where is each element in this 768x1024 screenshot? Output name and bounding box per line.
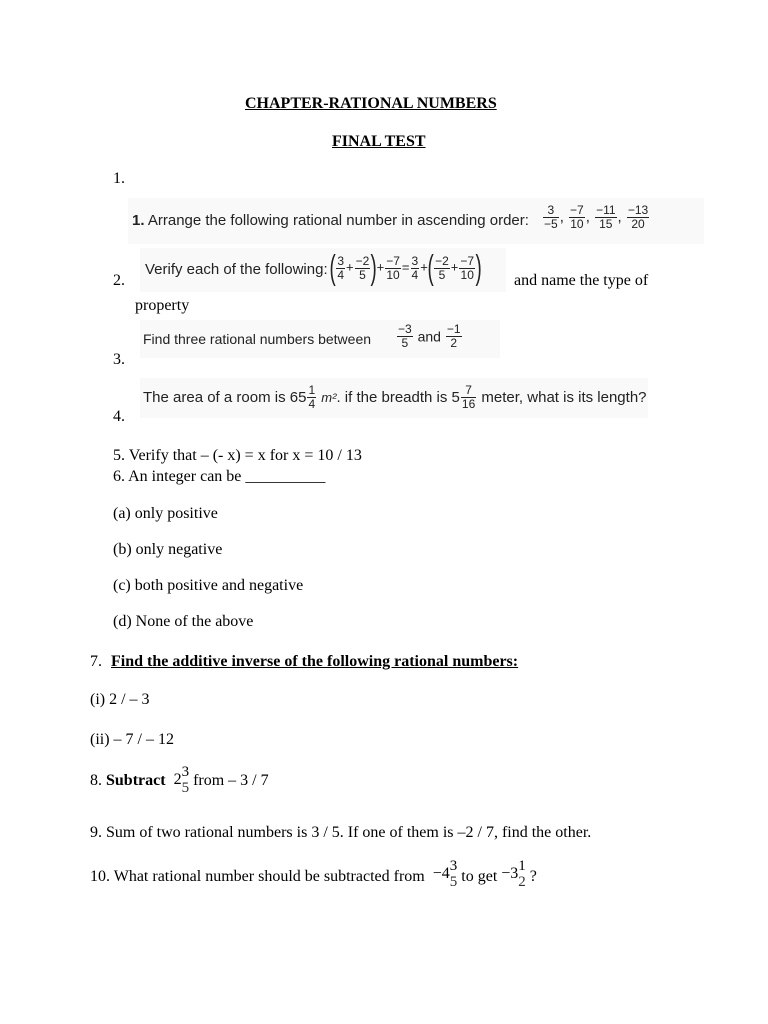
- q4-area-whole: 65: [289, 389, 307, 406]
- q6-option-d: (d) None of the above: [113, 613, 254, 630]
- q1-image-text: Arrange the following rational number in ascending order:: [147, 212, 529, 229]
- q2-image-text: Verify each of the following:: [145, 261, 328, 278]
- q7-number: 7.: [90, 653, 102, 670]
- q10-mixed-2-sign: −3: [501, 865, 519, 882]
- q2-expression: ( $\frac{3}{4}$ + $\frac{-2}{5}$ )+ $\frac{-7}{10}$ = $\frac{3}{4}$ +( $\frac{-2}{5}$ + $\frac{-7}{10}$ ): [329, 249, 482, 287]
- q3-text: Find three rational numbers between: [143, 331, 372, 347]
- q2-trailing-text: and name the type of: [514, 272, 649, 289]
- q4-text-c: meter, what is its length?: [481, 389, 647, 406]
- q1-separator: ,: [585, 208, 590, 226]
- q2-image: [140, 248, 506, 292]
- q8-tail: from – 3 / 7: [193, 772, 269, 789]
- q10-text: 10. What rational number should be subtracted from: [90, 868, 425, 885]
- q3-number: 3.: [113, 351, 125, 368]
- q4-breadth-whole: 5: [451, 389, 460, 406]
- q6-option-b: (b) only negative: [113, 541, 223, 558]
- q3-and: and: [417, 328, 441, 345]
- q10-mixed-1-fraction: 3 5: [449, 858, 458, 890]
- q1-image: [128, 198, 704, 244]
- q7-part-ii: (ii) – 7 / – 12: [90, 731, 174, 748]
- q3-fraction-1: $\frac{-3}{5}$: [398, 322, 412, 350]
- q3-image: [140, 320, 500, 358]
- q6-option-c: (c) both positive and negative: [113, 577, 304, 594]
- q1-fraction: $\frac{3}{-5}$: [544, 203, 558, 231]
- q10-mixed-2-fraction: 1 2: [518, 858, 526, 890]
- q1-image-label: 1.: [132, 212, 145, 229]
- q1-separator: ,: [617, 208, 622, 226]
- q6-text: 6. An integer can be __________: [113, 468, 326, 485]
- q8-mixed-whole: 2: [173, 771, 182, 788]
- q8-number: 8.: [90, 772, 102, 789]
- q2-continuation: property: [135, 297, 190, 314]
- q7-heading: [90, 654, 518, 670]
- q4-area-fraction: $\frac{1}{4}$: [308, 383, 316, 411]
- q4-image: [140, 378, 648, 418]
- chapter-title: CHAPTER-RATIONAL NUMBERS: [245, 95, 497, 112]
- q10-mid: to get: [461, 868, 498, 885]
- q7-title: Find the additive inverse of the following rational numbers:: [111, 653, 519, 670]
- q9-text: 9. Sum of two rational numbers is 3 / 5. If one of them is –2 / 7, find the other.: [90, 824, 592, 841]
- q1-fraction: $\frac{-11}{15}$: [596, 203, 616, 231]
- q10-mixed-1-sign: −4: [432, 865, 450, 882]
- q10-end: ?: [529, 868, 537, 885]
- q8-line: [90, 764, 269, 796]
- test-title: FINAL TEST: [332, 133, 426, 150]
- q4-text-a: The area of a room is: [143, 389, 286, 406]
- q4-text-b: . if the breadth is: [336, 389, 448, 406]
- q8-mixed-fraction: 3 5: [181, 764, 190, 796]
- q1-separator: ,: [559, 208, 564, 226]
- q6-option-a: (a) only positive: [113, 505, 218, 522]
- q3-fraction-2: $\frac{-1}{2}$: [446, 322, 461, 350]
- q1-number: 1.: [113, 170, 125, 187]
- q1-fraction: $\frac{-13}{20}$: [627, 203, 649, 231]
- q8-label: Subtract: [106, 772, 166, 789]
- q10-line: [90, 858, 537, 890]
- q4-area-unit: m²: [321, 390, 337, 405]
- q2-number: 2.: [113, 272, 125, 289]
- q1-fraction: $\frac{-7}{10}$: [570, 203, 584, 231]
- q7-part-i: (i) 2 / – 3: [90, 691, 150, 708]
- q4-number: 4.: [113, 408, 125, 425]
- q5-text: 5. Verify that – (- x) = x for x = 10 / 13: [113, 447, 362, 464]
- q4-breadth-fraction: $\frac{7}{16}$: [461, 383, 476, 411]
